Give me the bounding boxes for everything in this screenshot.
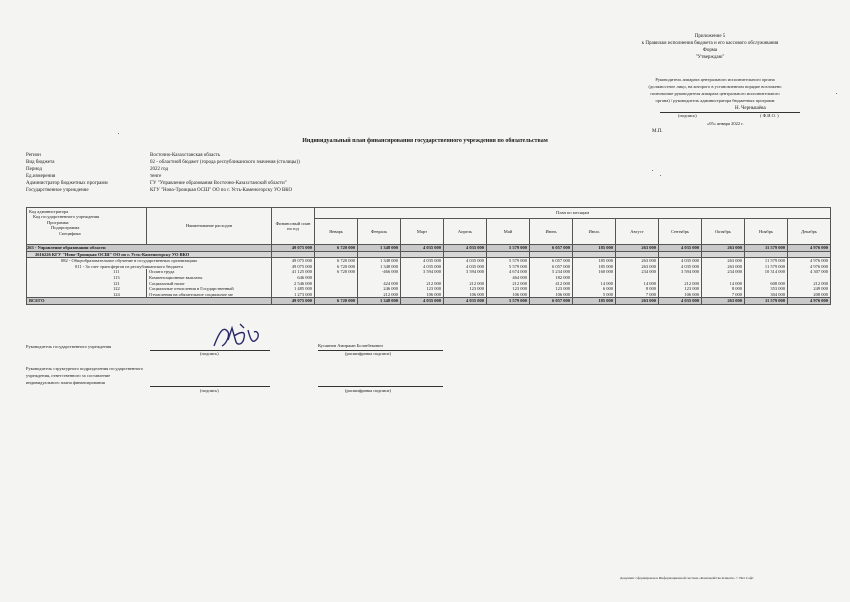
row-month-value: 182 000 [530, 275, 573, 281]
row-month-value: 263 000 [702, 245, 745, 252]
row-total: 49 075 000 [272, 264, 315, 270]
meta-label: Период [26, 167, 42, 172]
approval-sig-caption: (подпись) [678, 113, 697, 118]
row-month-value [401, 251, 444, 258]
row-month-value: 234 000 [702, 269, 745, 275]
row-month-value: 8 000 [702, 286, 745, 292]
header-month: Июнь [530, 219, 573, 245]
row-month-value: 106 000 [444, 292, 487, 298]
meta-value: Восточно-Казахстанская область [150, 153, 221, 158]
row-code: 124 [27, 292, 147, 298]
total-annual: 49 075 000 [272, 298, 315, 305]
row-month-value: 4 307 000 [788, 269, 831, 275]
struct-label-1: Руководитель структурного подразделения государственного [26, 366, 143, 371]
approval-fio-caption: ( Ф.И.О. ) [760, 113, 779, 118]
row-name: Отчисления на обязательное социальное ме [147, 292, 272, 298]
row-month-value: 4 035 000 [659, 258, 702, 264]
head-sig-caption: (подпись) [200, 351, 219, 356]
row-month-value [788, 251, 831, 258]
row-month-value: 424 000 [358, 281, 401, 287]
total-month-value: 263 000 [616, 298, 659, 305]
total-label: ВСЕГО [27, 298, 272, 305]
total-month-value: 6 057 000 [530, 298, 573, 305]
row-code: 011 - За счет трансфертов из республиканского бюджета [27, 264, 272, 270]
row-code: 113 [27, 275, 147, 281]
row-total [272, 251, 315, 258]
row-month-value: 14 000 [573, 281, 616, 287]
row-month-value: 14 000 [616, 281, 659, 287]
row-month-value: 185 000 [573, 245, 616, 252]
row-month-value: 212 000 [487, 281, 530, 287]
row-month-value: 5 234 000 [530, 269, 573, 275]
header-code-admin: Код администратора [29, 209, 69, 214]
header-code-program: Программа [47, 219, 69, 225]
row-month-value [444, 251, 487, 258]
struct-label-3: индивидуального плана финансирования [26, 380, 105, 385]
row-month-value: 3 594 000 [659, 269, 702, 275]
header-month: Сентябрь [659, 219, 702, 245]
row-month-value: 212 000 [358, 292, 401, 298]
row-month-value: 8 000 [616, 286, 659, 292]
row-month-value: 263 000 [702, 264, 745, 270]
total-month-value: 5 579 000 [487, 298, 530, 305]
total-month-value: 11 579 000 [745, 298, 788, 305]
total-month-value: 4 035 000 [659, 298, 702, 305]
header-monthly: План по месяцам [315, 208, 831, 219]
table-row [27, 245, 831, 252]
row-month-value [745, 251, 788, 258]
struct-decode-line [318, 386, 443, 387]
row-total: 2 546 000 [272, 281, 315, 287]
row-month-value: 412 000 [530, 281, 573, 287]
row-month-value: 6 057 000 [530, 264, 573, 270]
row-code: 263 - Управление образования области [27, 245, 272, 252]
approval-signer: Н. Чернышёва [735, 106, 766, 111]
row-code: 082 - Общеобразовательное обучение в государственных организациях [27, 258, 272, 264]
header-month: Апрель [444, 219, 487, 245]
row-month-value [616, 251, 659, 258]
row-month-value: 123 000 [530, 286, 573, 292]
row-month-value [573, 251, 616, 258]
row-month-value: 4 035 000 [444, 264, 487, 270]
approval-line-4: органа) / руководитель администратора бюджетных программ [655, 98, 775, 103]
approval-mp: М.П. [652, 129, 663, 134]
row-month-value: 4 976 000 [788, 258, 831, 264]
row-code: 122 [27, 286, 147, 292]
scan-speck [660, 175, 661, 176]
row-month-value: 4 035 000 [401, 258, 444, 264]
row-name: Компенсационные выплаты [147, 275, 272, 281]
row-month-value: 106 000 [659, 292, 702, 298]
row-month-value [315, 251, 358, 258]
appendix-line-1: Приложение 5 [694, 34, 726, 39]
row-month-value: 6 057 000 [530, 258, 573, 264]
row-month-value: 6 720 000 [315, 269, 358, 275]
row-month-value: 1 348 000 [358, 245, 401, 252]
total-month-value: 4 035 000 [401, 298, 444, 305]
row-month-value: 6 720 000 [315, 258, 358, 264]
header-month: Декабрь [788, 219, 831, 245]
row-month-value: 5 579 000 [487, 258, 530, 264]
row-month-value: 4 674 000 [487, 269, 530, 275]
appendix-line-3: Форма [702, 48, 718, 53]
row-code: 2616226 КГУ "Ново-Троицкая ОСШ" ОО по г. Усть-Каменогорску УО ВКО [27, 251, 272, 258]
row-month-value: 106 000 [487, 292, 530, 298]
row-month-value: 7 000 [702, 292, 745, 298]
row-code: 111 [27, 269, 147, 275]
row-month-value: 160 000 [573, 269, 616, 275]
table-header-row-1 [27, 208, 831, 219]
row-month-value: 234 000 [616, 269, 659, 275]
total-month-value: 1 348 000 [358, 298, 401, 305]
row-month-value: 185 000 [573, 264, 616, 270]
row-name: Социальные отчисления в Государственный [147, 286, 272, 292]
row-month-value: 5 000 [573, 292, 616, 298]
total-month-value: 6 720 000 [315, 298, 358, 305]
total-month-value: 4 976 000 [788, 298, 831, 305]
row-month-value: 353 000 [745, 286, 788, 292]
header-month: Ноябрь [745, 219, 788, 245]
row-month-value: 123 000 [487, 286, 530, 292]
row-month-value: 608 000 [745, 281, 788, 287]
row-month-value: 4 035 000 [401, 245, 444, 252]
header-name: Наименование расходов [147, 208, 272, 245]
row-total: 1 273 000 [272, 292, 315, 298]
scan-speck [836, 93, 837, 94]
handwritten-signature [210, 322, 266, 352]
row-total: 41 125 000 [272, 269, 315, 275]
struct-label-2: учреждения, ответственного за составление [26, 373, 111, 378]
row-month-value: 5 579 000 [487, 264, 530, 270]
row-month-value: 263 000 [702, 258, 745, 264]
row-month-value: 304 000 [745, 292, 788, 298]
row-name: Оплата труда [147, 269, 272, 275]
appendix-line-2: к Правилам исполнения бюджета и его кассового обслуживания [641, 41, 779, 46]
total-month-value: 4 035 000 [444, 298, 487, 305]
row-name: Социальный налог [147, 281, 272, 287]
row-month-value: 212 000 [401, 281, 444, 287]
header-month: Май [487, 219, 530, 245]
row-month-value: 11 579 000 [745, 245, 788, 252]
row-month-value: 1 348 000 [358, 264, 401, 270]
header-month: Январь [315, 219, 358, 245]
page-title: Индивидуальный план финансирования государственного учреждения по обязательствам [302, 138, 548, 144]
row-month-value [487, 251, 530, 258]
row-month-value [358, 251, 401, 258]
row-month-value: 4 976 000 [788, 264, 831, 270]
row-month-value: 249 000 [788, 286, 831, 292]
row-month-value: 208 000 [788, 292, 831, 298]
row-month-value: 263 000 [616, 258, 659, 264]
row-month-value: 4 035 000 [659, 264, 702, 270]
header-month: Август [616, 219, 659, 245]
row-month-value: 6 720 000 [315, 245, 358, 252]
meta-label: Ед.измерения [26, 174, 56, 179]
meta-value: тенге [150, 174, 162, 179]
approval-line-2: (должностное лицо, на которого в установленном порядке возложено [648, 84, 782, 89]
financing-plan-table [26, 207, 831, 305]
approval-line-1: Руководитель аппарата центрального исполнительного органа [655, 77, 775, 82]
row-month-value: 11 579 000 [745, 264, 788, 270]
row-month-value: 212 000 [788, 281, 831, 287]
total-month-value: 263 000 [702, 298, 745, 305]
total-month-value: 185 000 [573, 298, 616, 305]
row-total: 49 075 000 [272, 245, 315, 252]
row-month-value [702, 251, 745, 258]
row-month-value: 263 000 [616, 245, 659, 252]
row-month-value: 4 035 000 [401, 264, 444, 270]
meta-value: 2022 год [150, 167, 169, 172]
header-code-subprogram: Подпрограмма [51, 225, 80, 231]
row-month-value [530, 251, 573, 258]
row-total: 49 075 000 [272, 258, 315, 264]
row-month-value: 7 000 [616, 292, 659, 298]
meta-label: Регион [26, 153, 41, 158]
row-month-value: 123 000 [444, 286, 487, 292]
row-month-value: 6 720 000 [315, 264, 358, 270]
row-month-value: 5 579 000 [487, 245, 530, 252]
scan-speck [118, 133, 119, 134]
footer-note: Документ сформирован в Информационной системе «Казначейство-Клиент» © Нет Софт [620, 576, 754, 580]
approval-line-3: полномочие руководителя аппарата центрального исполнительного [650, 91, 780, 96]
header-month: Июль [573, 219, 616, 245]
row-month-value: 185 000 [573, 258, 616, 264]
meta-label: Администратор бюджетных программ [26, 181, 108, 186]
row-month-value: 263 000 [616, 264, 659, 270]
header-month: Март [401, 219, 444, 245]
row-month-value: 106 000 [530, 292, 573, 298]
meta-value: ГУ "Управление образования Восточно-Казахстанской области" [150, 181, 287, 186]
row-month-value: 212 000 [659, 281, 702, 287]
row-month-value: 3 594 000 [401, 269, 444, 275]
row-month-value: 6 000 [573, 286, 616, 292]
row-month-value: 212 000 [444, 281, 487, 287]
meta-value: КГУ "Ново-Троицкая ОСШ" ОО по г. Усть-Каменогорску УО ВКО [150, 188, 293, 193]
meta-value: 02 - областной бюджет (города республиканского значения (столицы)) [150, 160, 300, 165]
struct-sig-caption: (подпись) [200, 388, 219, 393]
row-month-value: 1 348 000 [358, 258, 401, 264]
row-month-value: 246 000 [358, 286, 401, 292]
header-code-specifics: Специфика [59, 230, 81, 236]
head-name: Кусаинов Амиржан Болатбекович [318, 343, 383, 348]
row-code: 121 [27, 281, 147, 287]
header-month: Февраль [358, 219, 401, 245]
header-annual: Финансовый план на год [272, 208, 315, 245]
row-month-value: 14 000 [702, 281, 745, 287]
total-row [27, 298, 831, 305]
row-month-value: 4 035 000 [444, 245, 487, 252]
head-label: Руководитель государственного учреждения [26, 344, 112, 349]
row-month-value: 123 000 [401, 286, 444, 292]
row-month-value [659, 251, 702, 258]
head-decode-caption: (расшифровка подписи) [345, 351, 391, 356]
header-codes-cell [27, 208, 147, 245]
row-total: 646 000 [272, 275, 315, 281]
meta-label: Вид бюджета [26, 160, 55, 165]
row-month-value: 11 579 000 [745, 258, 788, 264]
header-code-institution: Код государственного учреждения [33, 214, 100, 220]
row-month-value: 3 594 000 [444, 269, 487, 275]
struct-decode-caption: (расшифровка подписи) [345, 388, 391, 393]
row-month-value: 123 000 [659, 286, 702, 292]
scan-speck [652, 170, 653, 171]
row-month-value: 4 035 000 [444, 258, 487, 264]
row-month-value: 4 976 000 [788, 245, 831, 252]
row-month-value: 10 314 000 [745, 269, 788, 275]
row-month-value: 106 000 [401, 292, 444, 298]
row-month-value: 464 000 [487, 275, 530, 281]
row-month-value: -466 000 [358, 269, 401, 275]
header-month: Октябрь [702, 219, 745, 245]
appendix-line-4: "Утверждаю" [695, 55, 725, 60]
table-row [27, 251, 831, 258]
row-month-value: 6 057 000 [530, 245, 573, 252]
struct-signature-line [150, 386, 270, 387]
row-total: 1 485 000 [272, 286, 315, 292]
row-month-value: 4 035 000 [659, 245, 702, 252]
approval-date: «05» января 2022 г. [707, 121, 744, 126]
meta-label: Государственное учреждение [26, 188, 89, 193]
